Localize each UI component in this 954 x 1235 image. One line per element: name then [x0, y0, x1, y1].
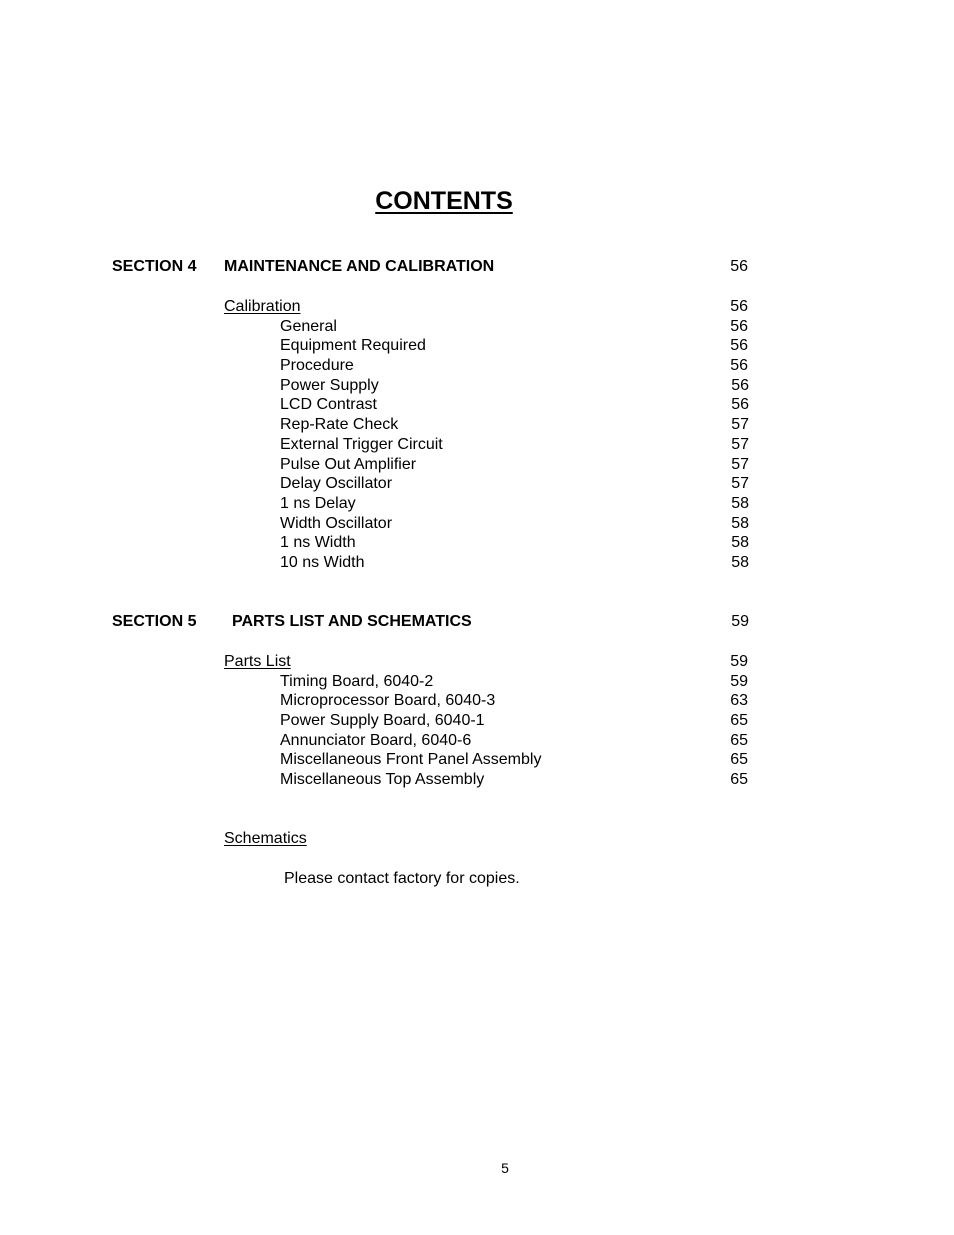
toc-entry-page: 65	[730, 771, 748, 788]
schematics-note: Please contact factory for copies.	[284, 870, 520, 887]
toc-entry-page: 65	[730, 751, 748, 768]
calibration-heading: Calibration	[224, 298, 301, 315]
toc-entry-page: 58	[731, 534, 749, 551]
toc-entry-misc-top-assembly: Miscellaneous Top Assembly	[280, 771, 485, 788]
toc-entry-page: 63	[730, 692, 748, 709]
section-4-page: 56	[730, 258, 748, 275]
toc-entry-power-supply: Power Supply	[280, 377, 379, 394]
section-4-title: MAINTENANCE AND CALIBRATION	[224, 258, 495, 275]
toc-entry-general: General	[280, 318, 337, 335]
parts-list-page: 59	[730, 653, 748, 670]
toc-entry-page: 56	[730, 357, 748, 374]
section-5-title: PARTS LIST AND SCHEMATICS	[232, 613, 472, 630]
toc-entry-10ns-width: 10 ns Width	[280, 554, 365, 571]
schematics-heading: Schematics	[224, 830, 307, 847]
toc-entry-lcd-contrast: LCD Contrast	[280, 396, 377, 413]
toc-entry-page: 57	[731, 456, 749, 473]
toc-entry-page: 57	[731, 475, 749, 492]
section-4-label: SECTION 4	[112, 258, 197, 275]
toc-entry-page: 59	[730, 673, 748, 690]
toc-entry-1ns-width: 1 ns Width	[280, 534, 356, 551]
toc-entry-pulse-out-amplifier: Pulse Out Amplifier	[280, 456, 417, 473]
section-5-page: 59	[731, 613, 749, 630]
calibration-page: 56	[730, 298, 748, 315]
toc-entry-annunciator-board: Annunciator Board, 6040-6	[280, 732, 472, 749]
parts-list-heading: Parts List	[224, 653, 291, 670]
toc-entry-page: 58	[731, 554, 749, 571]
toc-entry-equipment-required: Equipment Required	[280, 337, 426, 354]
page-number: 5	[501, 1160, 509, 1176]
toc-entry-timing-board: Timing Board, 6040-2	[280, 673, 434, 690]
toc-entry-page: 58	[731, 495, 749, 512]
toc-entry-page: 56	[731, 377, 749, 394]
toc-entry-external-trigger-circuit: External Trigger Circuit	[280, 436, 443, 453]
toc-entry-page: 56	[731, 396, 749, 413]
toc-entry-1ns-delay: 1 ns Delay	[280, 495, 356, 512]
section-5-label: SECTION 5	[112, 613, 197, 630]
toc-entry-page: 57	[731, 416, 749, 433]
toc-entry-page: 58	[731, 515, 749, 532]
toc-entry-page: 57	[731, 436, 749, 453]
toc-entry-page: 56	[730, 337, 748, 354]
toc-entry-power-supply-board: Power Supply Board, 6040-1	[280, 712, 485, 729]
toc-entry-misc-front-panel-assembly: Miscellaneous Front Panel Assembly	[280, 751, 542, 768]
toc-entry-delay-oscillator: Delay Oscillator	[280, 475, 393, 492]
toc-entry-page: 65	[730, 732, 748, 749]
toc-entry-procedure: Procedure	[280, 357, 354, 374]
toc-entry-width-oscillator: Width Oscillator	[280, 515, 393, 532]
toc-entry-rep-rate-check: Rep-Rate Check	[280, 416, 399, 433]
toc-entry-page: 56	[730, 318, 748, 335]
toc-entry-page: 65	[730, 712, 748, 729]
page-title: CONTENTS	[375, 187, 513, 215]
toc-entry-microprocessor-board: Microprocessor Board, 6040-3	[280, 692, 496, 709]
